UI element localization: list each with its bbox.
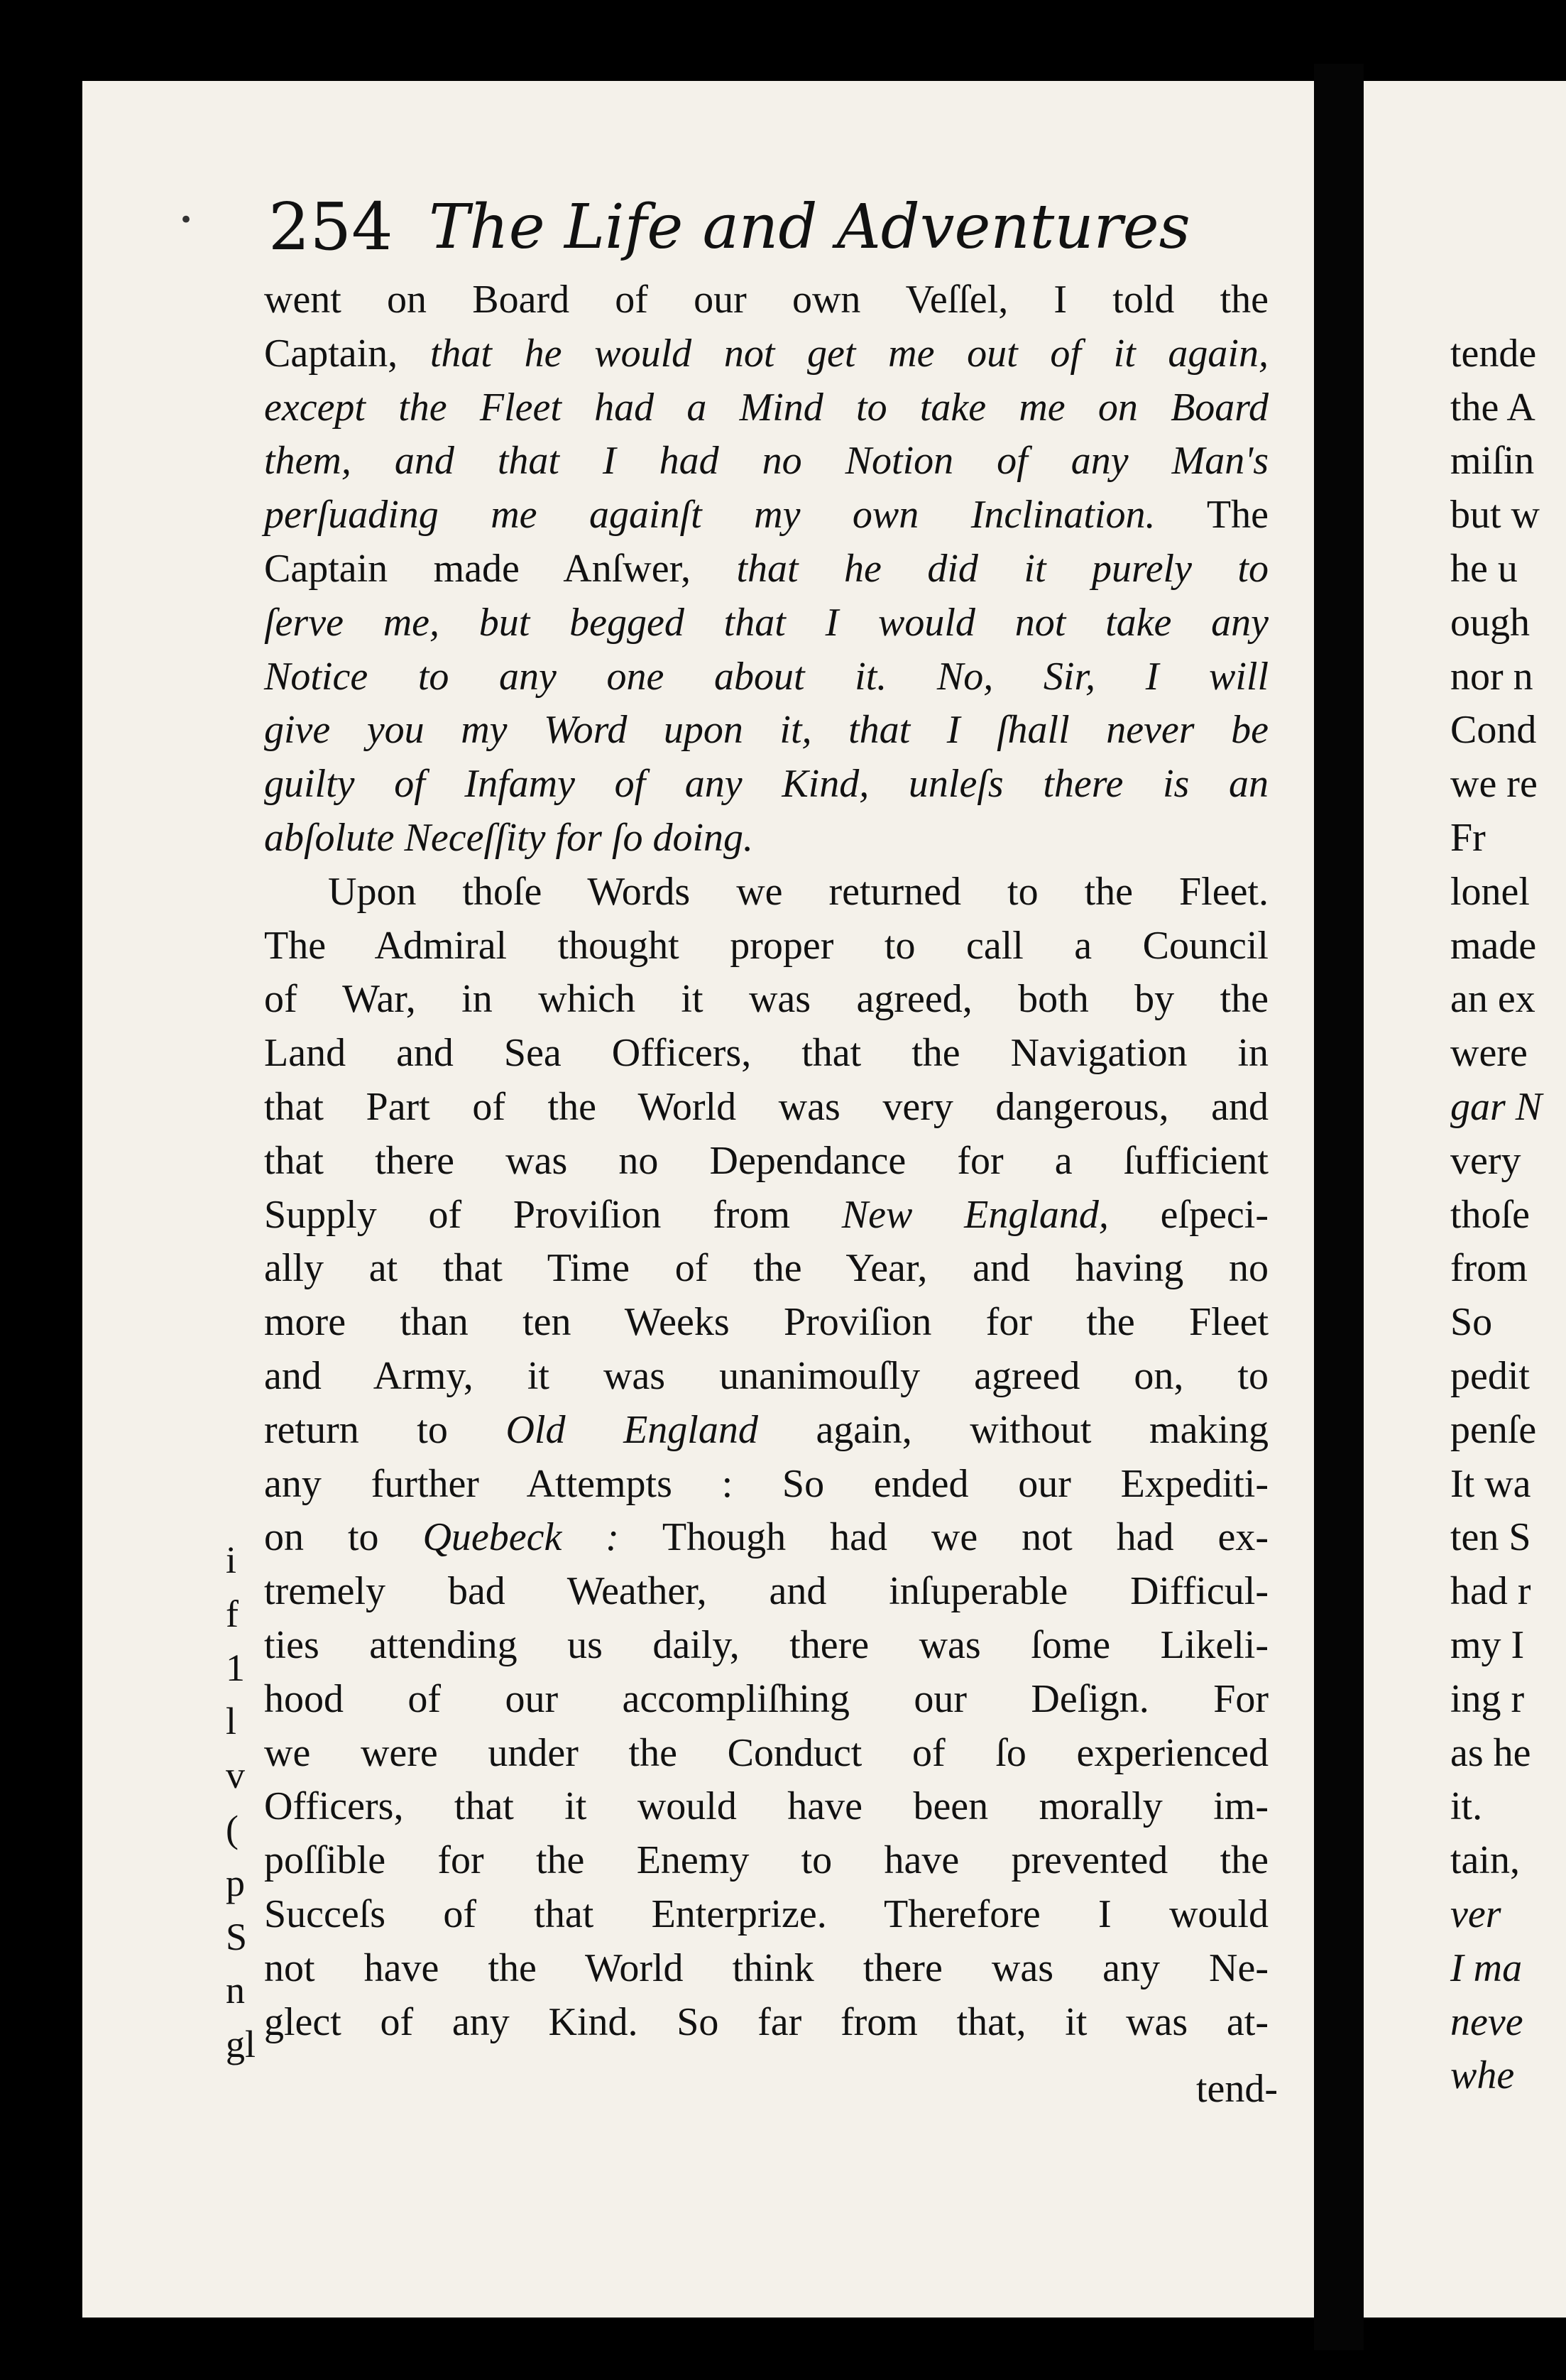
right-page-line: Fr <box>1450 815 1486 860</box>
text-line: not have the World think there was any Ne- <box>264 1945 1269 1990</box>
roman-run: Supply of Proviſion from <box>264 1192 842 1237</box>
right-page-line: ver <box>1450 1892 1501 1936</box>
roman-run: Captain, <box>264 331 430 376</box>
text-line <box>264 1511 1269 1565</box>
left-page-body-text <box>264 273 1269 2049</box>
text-line: Upon thoſe Words we returned to the Fleet. <box>328 869 1269 914</box>
right-page-line: very <box>1450 1138 1521 1183</box>
right-page-line: were <box>1450 1031 1528 1076</box>
roman-run: Captain made Anſwer, <box>264 546 737 591</box>
right-page-line: tende <box>1450 331 1537 376</box>
right-page-line: ten S <box>1450 1515 1531 1560</box>
speck-mark: • <box>179 206 194 234</box>
margin-glyph: 1 <box>226 1646 245 1689</box>
right-page-line: nor n <box>1450 654 1533 699</box>
italic-run: that he would not get me out of it again, <box>429 331 1269 376</box>
page-header <box>179 185 1244 263</box>
right-page-line: from <box>1450 1246 1528 1291</box>
italic-run: Old England <box>505 1407 758 1452</box>
italic-run: Quebeck : <box>422 1515 619 1560</box>
margin-glyph: S <box>226 1915 248 1958</box>
margin-glyph: p <box>226 1861 245 1904</box>
italic-run: that he did it purely to <box>736 546 1269 591</box>
text-line: any further Attempts : So ended our Expediti- <box>264 1461 1269 1506</box>
text-line: went on Board of our own Veſſel, I told the <box>264 278 1269 322</box>
text-line: give you my Word upon it, that I ſhall never be <box>264 708 1269 753</box>
right-page-line: gar N <box>1450 1084 1543 1129</box>
roman-run: The <box>1155 493 1269 537</box>
page-number: 254 <box>268 189 393 265</box>
text-line <box>264 488 1269 542</box>
text-line <box>264 327 1269 381</box>
right-page-line: had r <box>1450 1569 1531 1614</box>
text-line: of War, in which it was agreed, both by the <box>264 977 1269 1022</box>
right-page-line: I ma <box>1450 1945 1523 1990</box>
margin-glyph: l <box>226 1700 237 1743</box>
right-page-line: whe <box>1450 2053 1515 2098</box>
right-page-line: thoſe <box>1450 1192 1530 1237</box>
text-line: that Part of the World was very dangerous, and <box>264 1084 1269 1129</box>
text-line: poſſible for the Enemy to have prevented the <box>264 1838 1269 1883</box>
roman-run: on to <box>264 1515 423 1560</box>
margin-glyph: ( <box>226 1807 239 1850</box>
text-line <box>264 1189 1269 1243</box>
right-page-line: an ex <box>1450 977 1535 1022</box>
italic-run: New England, <box>841 1192 1109 1237</box>
margin-glyph: v <box>226 1754 245 1797</box>
margin-glyph: gl <box>226 2023 256 2066</box>
right-page-body-text <box>1450 273 1566 2103</box>
text-line: ties attending us daily, there was ſome Likeli- <box>264 1622 1269 1667</box>
text-line: ally at that Time of the Year, and having no <box>264 1246 1269 1291</box>
text-line <box>264 542 1269 596</box>
text-line: guilty of Infamy of any Kind, unleſs there is an <box>264 762 1269 807</box>
right-page-line: he u <box>1450 546 1518 591</box>
right-page-line: we re <box>1450 762 1538 807</box>
text-line: more than ten Weeks Proviſion for the Fleet <box>264 1300 1269 1345</box>
text-line <box>264 1404 1269 1458</box>
text-line: Land and Sea Officers, that the Navigation in <box>264 1031 1269 1076</box>
bleed-through-margin-glyphs <box>226 1534 268 2072</box>
running-head: The Life and Adventures <box>429 192 1190 263</box>
right-page-line: So <box>1450 1300 1493 1345</box>
text-line: Notice to any one about it. No, Sir, I will <box>264 654 1269 699</box>
right-page-line: made <box>1450 923 1537 968</box>
roman-run: eſpeci- <box>1108 1192 1269 1237</box>
text-line: ſerve me, but begged that I would not take any <box>264 600 1269 645</box>
text-line: abſolute Neceſſity for ſo doing. <box>264 815 754 860</box>
text-line: The Admiral thought proper to call a Council <box>264 923 1269 968</box>
text-line: we were under the Conduct of ſo experienced <box>264 1730 1269 1775</box>
right-page-line: my I <box>1450 1622 1525 1667</box>
right-page-line: It wa <box>1450 1461 1531 1506</box>
right-page-line: Cond <box>1450 708 1537 753</box>
text-line: except the Fleet had a Mind to take me on Board <box>264 385 1269 430</box>
right-page-line: ing r <box>1450 1676 1525 1721</box>
margin-glyph: i <box>226 1539 237 1581</box>
right-page-line: it. <box>1450 1784 1483 1829</box>
text-line: hood of our accompliſhing our Deſign. For <box>264 1676 1269 1721</box>
right-page-line: neve <box>1450 1999 1523 2044</box>
italic-run: perſuading me againſt my own Inclination. <box>264 493 1156 537</box>
right-page-line: penſe <box>1450 1407 1537 1452</box>
roman-run: Though had we not had ex- <box>618 1515 1269 1560</box>
margin-glyph: f <box>226 1592 239 1635</box>
right-page-line: lonel <box>1450 869 1530 914</box>
roman-run: again, without making <box>757 1407 1269 1452</box>
right-page-line: pedit <box>1450 1353 1530 1398</box>
text-line: and Army, it was unanimouſly agreed on, to <box>264 1353 1269 1398</box>
catchword: tend- <box>1195 2067 1278 2111</box>
text-line: Succeſs of that Enterprize. Therefore I would <box>264 1892 1269 1936</box>
roman-run: return to <box>264 1407 506 1452</box>
right-page-line: but w <box>1450 493 1540 537</box>
book-gutter <box>1314 64 1364 2350</box>
text-line: that there was no Dependance for a ſufficient <box>264 1138 1269 1183</box>
text-line: Officers, that it would have been morally im- <box>264 1784 1269 1829</box>
text-line: them, and that I had no Notion of any Man's <box>264 439 1269 484</box>
right-page-line: miſin <box>1450 439 1535 484</box>
right-page-line: ough <box>1450 600 1530 645</box>
text-line: tremely bad Weather, and inſuperable Difficul- <box>264 1569 1269 1614</box>
right-page-line: tain, <box>1450 1838 1520 1883</box>
right-page-line: as he <box>1450 1730 1531 1775</box>
text-line: glect of any Kind. So far from that, it was at- <box>264 1999 1269 2044</box>
right-page-line: the A <box>1450 385 1535 430</box>
margin-glyph: n <box>226 1969 245 2012</box>
right-page-line <box>1450 273 1566 327</box>
